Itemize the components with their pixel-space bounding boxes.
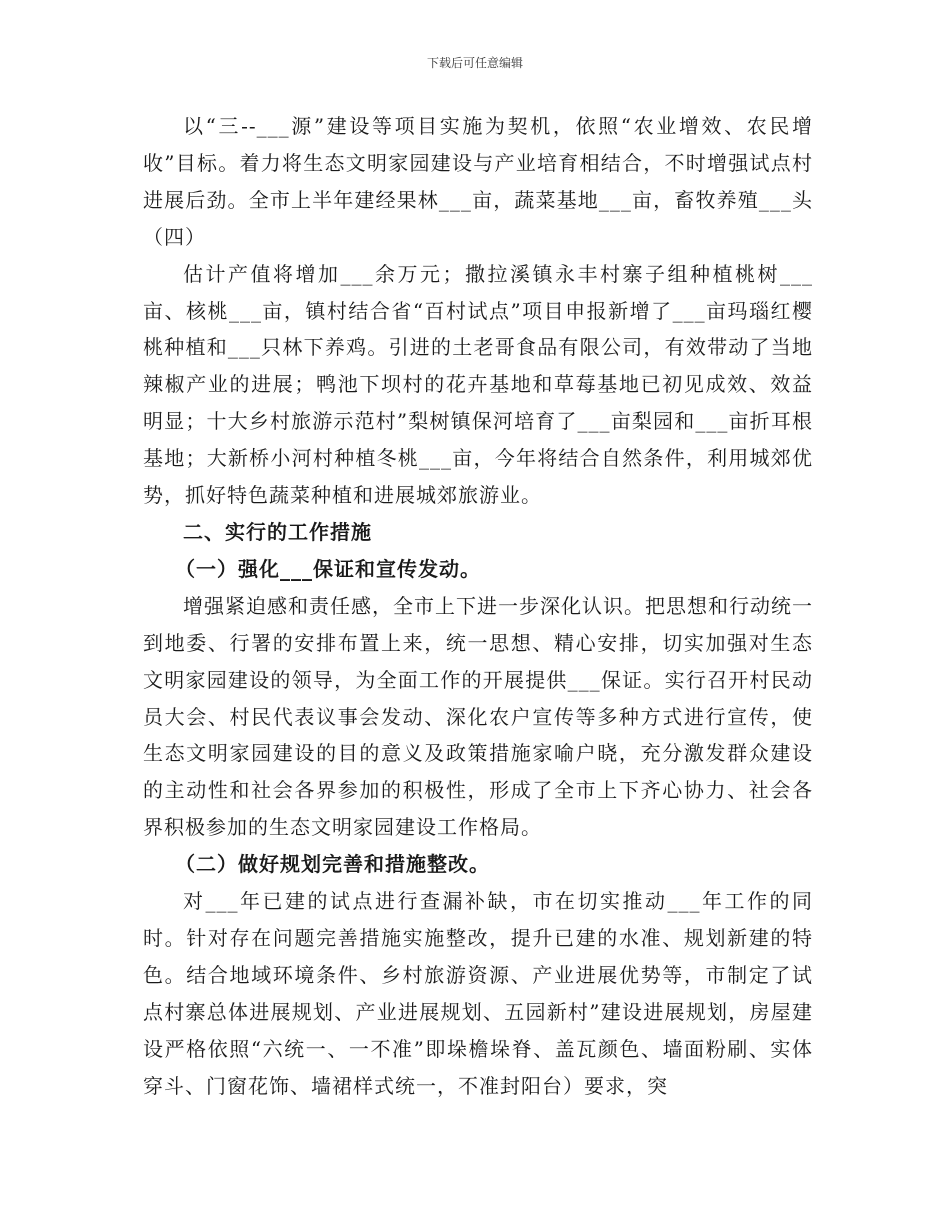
subsection-heading-2: （二）做好规划完善和措施整改。	[175, 852, 490, 877]
paragraph-3: 增强紧迫感和责任感，全市上下进一步深化认识。把思想和行动统一到地委、行署的安排布置上来，统一思想、精心安排，切实加强对生态文明家园建设的领导，为全面工作的开展提供___保证。实行召开村民动员大会、村民代表议事会发动、深化农户宣传等多种方式进行宣传，使生态文明家园建设的目的意义及政策措施家喻户晓，充分激发群众建设的主动性和社会各界参加的积极性，形成了全市上下齐心协力、社会各界积极参加的生态文明家园建设工作格局。	[143, 593, 813, 840]
document-body	[143, 108, 813, 1104]
subsection-heading-1: （一）强化___保证和宣传发动。	[175, 556, 481, 581]
paragraph-2: 估计产值将增加___余万元；撒拉溪镇永丰村寨子组种植桃树___亩、核桃___亩，镇村结合省“百村试点”项目申报新增了___亩玛瑙红樱桃种植和___只林下养鸡。引进的土老哥食品有限公司，有效带动了当地辣椒产业的进展；鸭池下坝村的花卉基地和草莓基地已初见成效、效益明显；十大乡村旅游示范村”梨树镇保河培育了___亩梨园和___亩折耳根基地；大新桥小河村种植冬桃___亩，今年将结合自然条件，利用城郊优势，抓好特色蔬菜种植和进展城郊旅游业。	[143, 261, 813, 508]
paragraph-4: 对___年已建的试点进行查漏补缺，市在切实推动___年工作的同时。针对存在问题完善措施实施整改，提升已建的水准、规划新建的特色。结合地域环境条件、乡村旅游资源、产业进展优势等，市制定了试点村寨总体进展规划、产业进展规划、五园新村”建设进展规划，房屋建设严格依照“六统一、一不准”即垛檐垛脊、盖瓦颜色、墙面粉刷、实体穿斗、门窗花饰、墙裙样式统一，不准封阳台）要求，突	[143, 889, 813, 1098]
section-heading: 二、实行的工作措施	[183, 519, 372, 544]
paragraph-1: 以“三--___源”建设等项目实施为契机，依照“农业增效、农民增收”目标。着力将生态文明家园建设与产业培育相结合，不时增强试点村进展后劲。全市上半年建经果林___亩，蔬菜基地___亩，畜牧养殖___头（四）	[143, 114, 813, 249]
page-header-note: 下载后可任意编辑	[426, 56, 523, 70]
